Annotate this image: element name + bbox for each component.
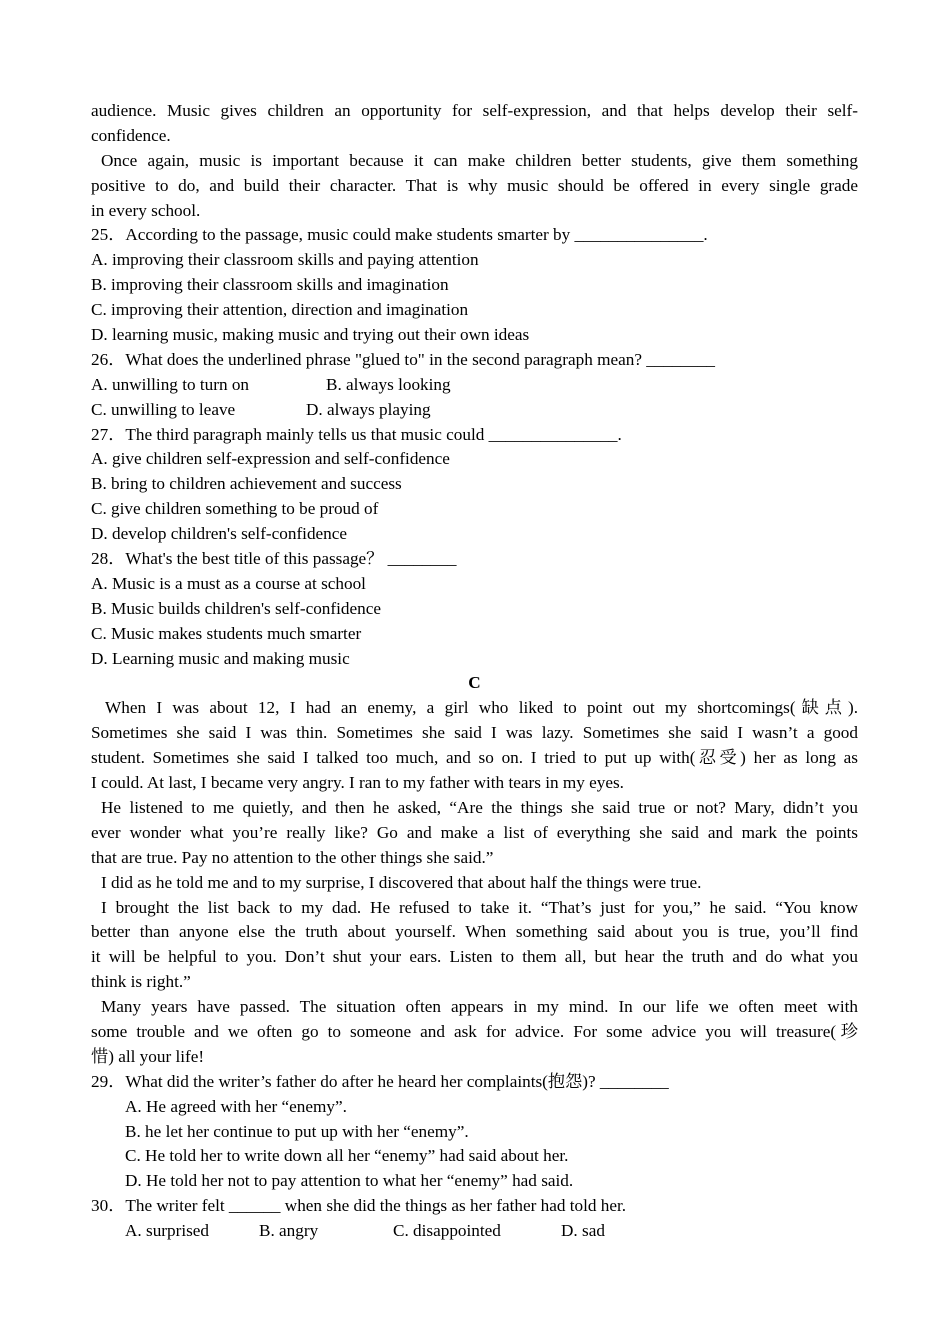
question-26: 26．What does the underlined phrase "glued to" in the second paragraph mean? ________ <box>91 349 716 369</box>
passage-line: 惜) all your life! <box>91 1046 205 1066</box>
option-25-c: C. improving their attention, direction and imagination <box>91 300 469 320</box>
passage-line: student. Sometimes she said I talked too much, and so on. I tried to put up with(忍受) her as long as <box>91 748 858 768</box>
passage-line: When I was about 12, I had an enemy, a girl who liked to point out my shortcomings(缺点). <box>105 698 858 718</box>
passage-line: ever wonder what you’re really like? Go and make a list of everything she said and mark the points <box>91 822 858 842</box>
passage-line: Once again, music is important because it can make children better students, give them something <box>101 150 858 170</box>
options-30 <box>91 1219 858 1244</box>
option-29-c: C. He told her to write down all her “enemy” had said about her. <box>125 1146 569 1166</box>
passage-line: it will be helpful to you. Don’t shut your ears. Listen to them all, but hear the truth and do what you <box>91 947 858 967</box>
passage-line: that are true. Pay no attention to the other things she said.” <box>91 847 494 867</box>
option-29-b: B. he let her continue to put up with her “enemy”. <box>125 1121 469 1141</box>
option-27-c: C. give children something to be proud of <box>91 499 379 519</box>
option-28-d: D. Learning music and making music <box>91 648 350 668</box>
passage-line: audience. Music gives children an opportunity for self-expression, and that helps develop their self- <box>91 101 858 120</box>
option-28-a: A. Music is a must as a course at school <box>91 573 366 593</box>
option-28-b: B. Music builds children's self-confidence <box>91 598 381 618</box>
option-25-b: B. improving their classroom skills and imagination <box>91 275 449 295</box>
option-30-c: C. disappointed <box>393 1221 501 1241</box>
question-29: 29．What did the writer’s father do after he heard her complaints(抱怨)? ________ <box>91 1071 669 1091</box>
passage-line: Many years have passed. The situation often appears in my mind. In our life we often meet with <box>101 997 858 1017</box>
option-30-b: B. angry <box>259 1221 319 1241</box>
option-30-a: A. surprised <box>125 1221 210 1241</box>
passage-line: Sometimes she said I was thin. Sometimes she said I was lazy. Sometimes she said I wasn’t a good <box>91 723 858 743</box>
section-heading: C <box>468 673 481 693</box>
passage-line: some trouble and we often go to someone and ask for advice. For some advice you will treasure(珍 <box>91 1021 858 1041</box>
passage-line: better than anyone else the truth about yourself. When something said about you is true, you’ll find <box>91 922 858 942</box>
option-27-d: D. develop children's self-confidence <box>91 524 348 544</box>
option-30-d: D. sad <box>561 1221 605 1241</box>
passage-line: in every school. <box>91 200 201 220</box>
option-25-d: D. learning music, making music and trying out their own ideas <box>91 325 530 345</box>
option-29-a: A. He agreed with her “enemy”. <box>125 1096 347 1116</box>
options-26-cd <box>91 398 858 423</box>
passage-line: think is right.” <box>91 972 191 992</box>
question-30: 30．The writer felt ______ when she did the things as her father had told her. <box>91 1196 627 1216</box>
question-25: 25．According to the passage, music could make students smarter by _______________. <box>91 225 708 245</box>
option-28-c: C. Music makes students much smarter <box>91 623 362 643</box>
option-26-c: C. unwilling to leave <box>91 399 236 419</box>
option-26-a: A. unwilling to turn on <box>91 374 250 394</box>
question-28: 28．What's the best title of this passage？ ________ <box>91 549 457 569</box>
option-27-a: A. give children self-expression and self-confidence <box>91 449 450 469</box>
passage-line: confidence. <box>91 125 171 145</box>
option-25-a: A. improving their classroom skills and paying attention <box>91 250 479 270</box>
passage-line: I brought the list back to my dad. He refused to take it. “That’s just for you,” he said. “You know <box>101 897 858 917</box>
options-26-ab <box>91 373 858 398</box>
passage-line: positive to do, and build their character. That is why music should be offered in every single grade <box>91 175 858 195</box>
passage-line: I did as he told me and to my surprise, I discovered that about half the things were true. <box>101 872 702 892</box>
passage-line: He listened to me quietly, and then he asked, “Are the things she said true or not? Mary, didn’t you <box>101 797 858 817</box>
option-26-b: B. always looking <box>326 374 451 394</box>
question-27: 27．The third paragraph mainly tells us that music could _______________. <box>91 424 622 444</box>
option-26-d: D. always playing <box>306 399 431 419</box>
option-29-d: D. He told her not to pay attention to what her “enemy” had said. <box>125 1171 574 1191</box>
passage-line: I could. At last, I became very angry. I ran to my father with tears in my eyes. <box>91 773 624 793</box>
option-27-b: B. bring to children achievement and success <box>91 474 402 494</box>
exam-page <box>91 99 858 1244</box>
